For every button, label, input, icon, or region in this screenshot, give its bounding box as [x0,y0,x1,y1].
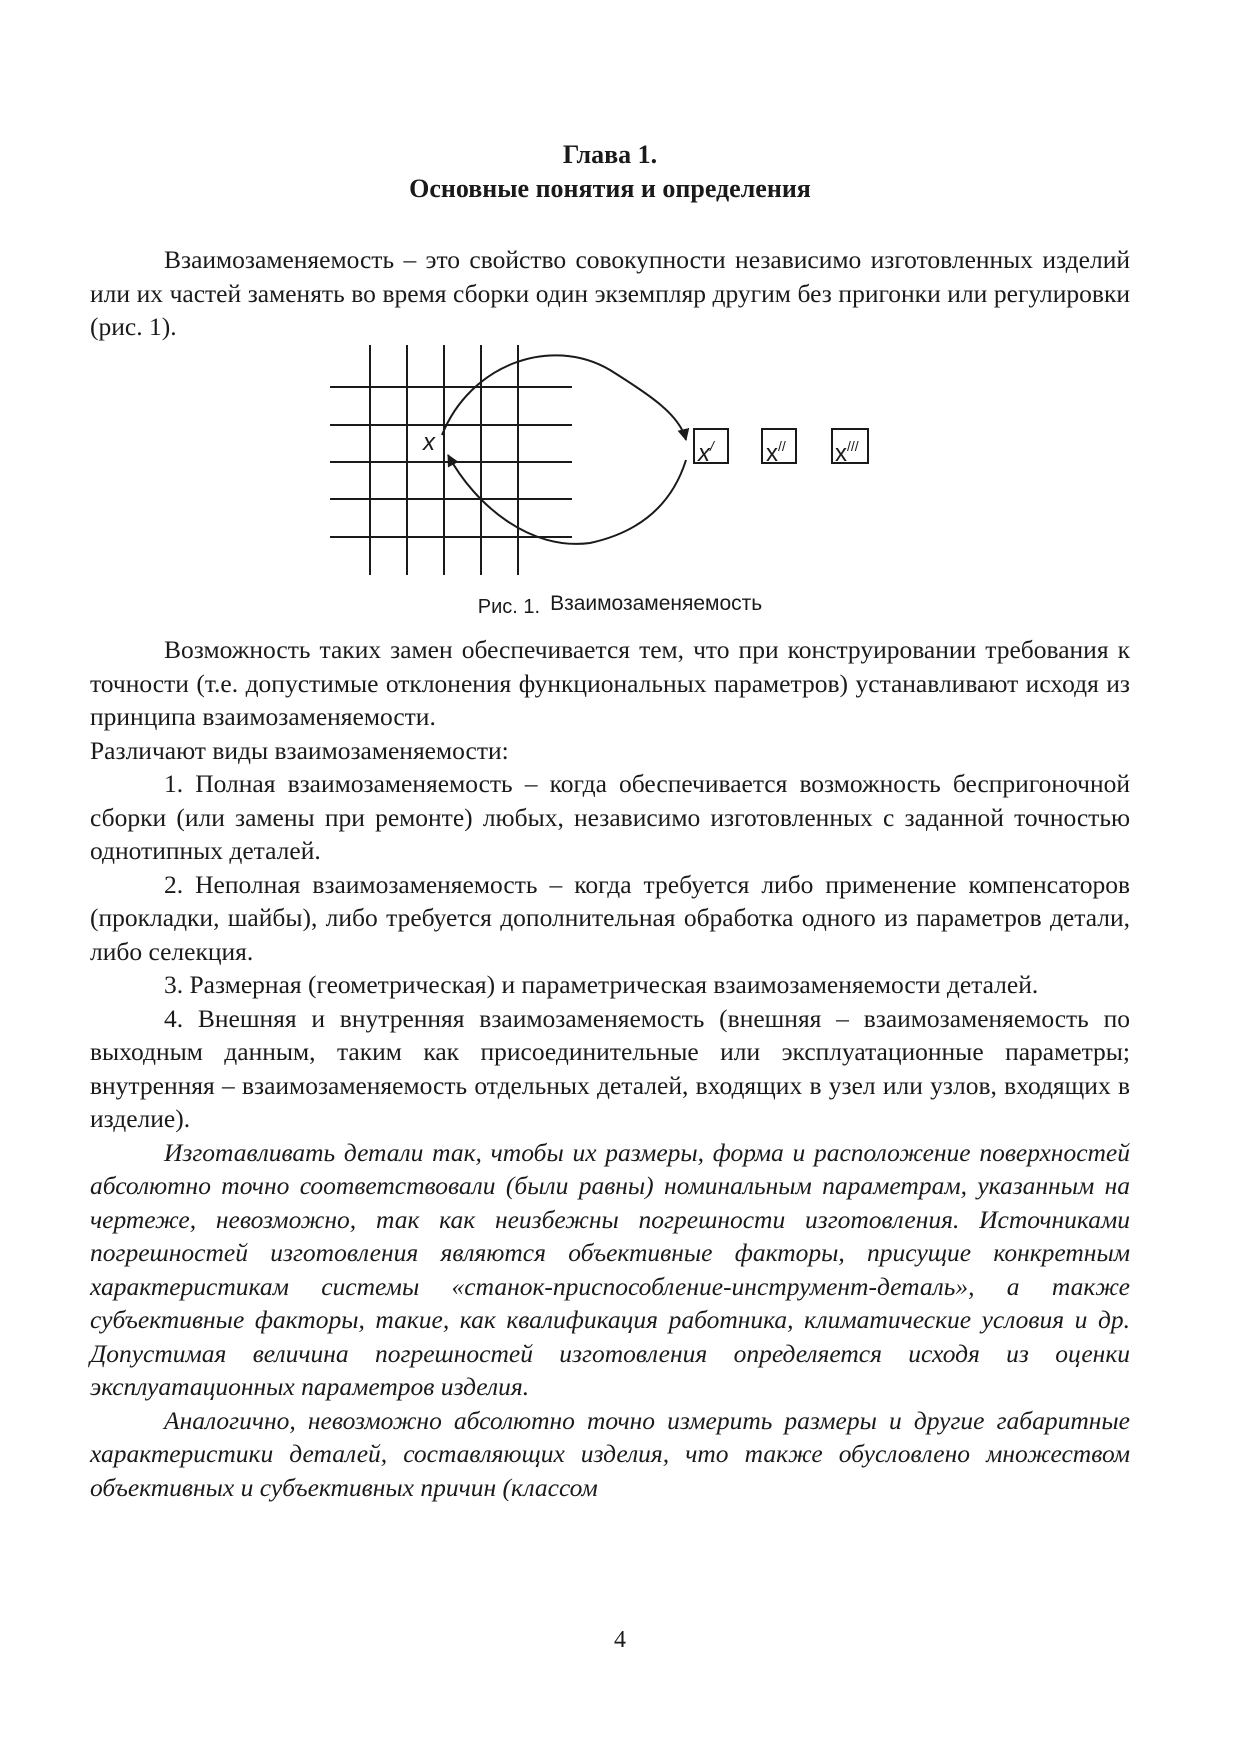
page-number: 4 [614,1627,626,1653]
intro-block [90,243,1130,344]
caption-number: Рис. 1. [477,596,541,618]
chapter-number: Глава 1. [562,140,658,169]
box-2-label: x// [766,438,786,467]
intro-paragraph: Взаимозаменяемость – это свойство совокупности независимо изготовленных изделий или их частей заменять во время сборки один экземпляр другим без пригонки или регулировки (рис. 1). [90,245,1130,341]
paragraph-measurement-errors: Аналогично, невозможно абсолютно точно измерить размеры и другие габаритные характеристики деталей, составляющих изделия, что также обусловлено множеством объективных и субъективных причин (классом [90,1405,1130,1502]
list-item-partial: 2. Неполная взаимозаменяемость – когда требуется либо применение компенсаторов (прокладки, шайбы), либо требуется дополнительная обработка одного из параметров детали, либо селекция. [90,869,1130,966]
caption-text: Взаимозаменяемость [550,592,763,615]
grid-label: x [423,429,435,456]
paragraph-manufacturing-errors: Изготавливать детали так, чтобы их размеры, форма и расположение поверхностей абсолютно точно соответствовали (были равны) номинальным параметрам, указанным на чертеже, невозможно, так как неизбежны погрешности изготовления. Источниками погрешностей изготовления являются объективные факторы, присущие конкретным характеристикам системы «станок-приспособление-инструмент-деталь», а также субъективные факторы, такие, как квалификация работника, климатические условия и др. Допустимая величина погрешностей изготовления определяется исходя из оценки эксплуатационных параметров изделия. [90,1137,1130,1401]
chapter-title: Основные понятия и определения [409,174,811,203]
paragraph-precision: Возможность таких замен обеспечивается тем, что при конструировании требования к точности (т.е. допустимые отклонения функциональных параметров) устанавливают исходя из принципа взаимозаменяемости. [90,635,1130,731]
box-3-label: x/// [835,438,859,467]
figure-caption [0,592,1240,616]
paragraph-types-intro: Различают виды взаимозаменяемости: [90,735,509,765]
list-item-full: 1. Полная взаимозаменяемость – когда обеспечивается возможность беспригоночной сборки (или замены при ремонте) любых, независимо изготовленных с заданной точностью однотипных деталей. [90,769,1130,865]
chapter-heading [90,138,1130,206]
box-1-label: x/ [698,438,714,467]
list-item-external-internal: 4. Внешняя и внутренняя взаимозаменяемость (внешняя – взаимозаменяемость по выходным данным, таким как присоединительные или эксплуатационные параметры; внутренняя – взаимозаменяемость отдельных деталей, входящих в узел или узлов, входящих в изделие). [90,1003,1130,1133]
arrow-to-box [442,355,686,440]
list-item-dimensional: 3. Размерная (геометрическая) и параметрическая взаимозаменяемости деталей. [164,970,1039,999]
body-text [90,633,1130,1504]
